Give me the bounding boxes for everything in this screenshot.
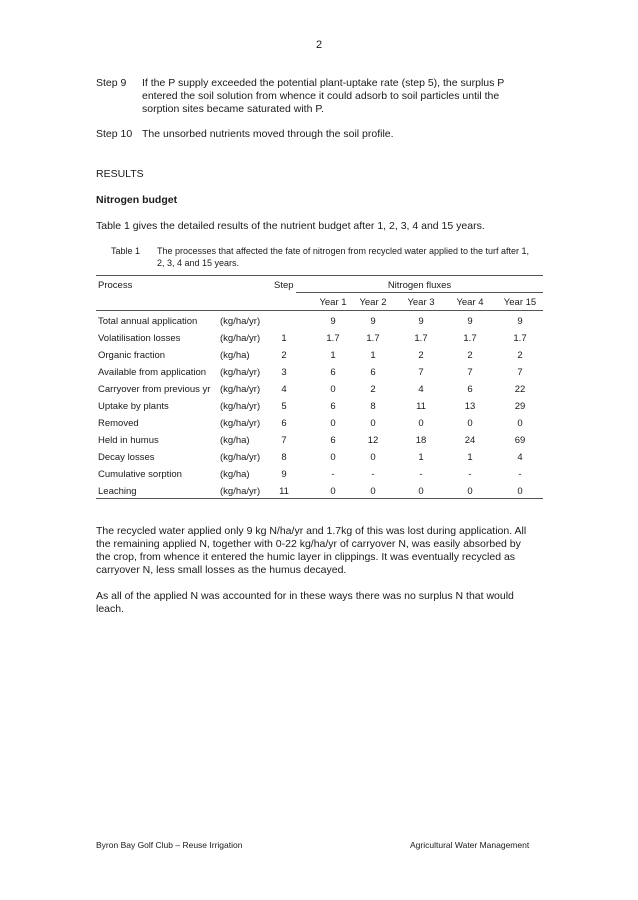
row-value: 8 [370,401,376,412]
row-value: 69 [514,435,526,446]
year-header: Year 3 [407,297,435,308]
table-caption-text: The processes that affected the fate of nitrogen from recycled water applied to the turf after 1, 2, 3, 4 and 15 years. [157,246,530,268]
row-unit: (kg/ha/yr) [220,333,261,344]
row-value: 4 [418,384,424,395]
row-value: 9 [467,316,473,327]
row-value: 1.7 [326,333,340,344]
row-step: 7 [281,435,287,446]
intro-paragraph: Table 1 gives the detailed results of the nutrient budget after 1, 2, 3, 4 and 15 years. [96,220,485,232]
year-header: Year 2 [359,297,387,308]
table-caption-label: Table 1 [111,246,141,256]
row-value: - [371,469,375,480]
row-unit: (kg/ha/yr) [220,452,261,463]
row-value: 18 [415,435,427,446]
row-value: 1 [370,350,376,361]
table-rule-header [96,310,543,311]
row-value: 2 [370,384,376,395]
row-step: 5 [281,401,287,412]
row-value: 6 [330,435,336,446]
header-fluxes: Nitrogen fluxes [387,280,452,291]
row-value: 1.7 [513,333,527,344]
row-value: 0 [517,486,523,497]
year-header: Year 4 [456,297,484,308]
year-header: Year 1 [319,297,347,308]
row-value: 7 [517,367,523,378]
row-process: Available from application [98,367,207,378]
row-step: 2 [281,350,287,361]
row-value: 0 [418,418,424,429]
row-step: 6 [281,418,287,429]
step-9-text: If the P supply exceeded the potential plant-uptake rate (step 5), the surplus P entered the soil solution from whence it could adsorb to soil particles until the sorption sites became saturated with P. [142,77,505,115]
footer-left: Byron Bay Golf Club – Reuse Irrigation [96,840,243,850]
step-9-label: Step 9 [96,77,127,89]
row-process: Cumulative sorption [98,469,182,480]
row-value: 4 [517,452,523,463]
row-unit: (kg/ha/yr) [220,316,261,327]
row-value: - [518,469,522,480]
row-value: 1 [418,452,424,463]
row-process: Decay losses [98,452,155,463]
conclusion-paragraph: As all of the applied N was accounted for in these ways there was no surplus N that would leach. [96,590,514,615]
row-step: 9 [281,469,287,480]
row-unit: (kg/ha/yr) [220,367,261,378]
year-header: Year 15 [503,297,537,308]
row-value: 9 [370,316,376,327]
row-value: 13 [464,401,476,412]
table-rule-top [96,275,543,276]
row-value: 24 [464,435,476,446]
row-step: 1 [281,333,287,344]
row-value: 0 [418,486,424,497]
row-value: 1.7 [366,333,380,344]
row-value: 6 [370,367,376,378]
table-rule-fluxes [296,292,543,293]
row-value: 0 [467,418,473,429]
table-rule-bottom [96,498,543,499]
row-process: Removed [98,418,139,429]
row-step: 11 [279,486,289,497]
row-value: 1 [467,452,473,463]
row-value: 7 [467,367,473,378]
row-value: 1 [330,350,336,361]
step-10-text: The unsorbed nutrients moved through the soil profile. [142,128,394,140]
row-unit: (kg/ha) [220,469,250,480]
row-value: 0 [370,486,376,497]
footer-right: Agricultural Water Management [410,840,530,850]
row-value: 2 [467,350,473,361]
step-10 [96,128,546,142]
row-process: Held in humus [98,435,159,446]
row-value: 6 [467,384,473,395]
row-value: 9 [418,316,424,327]
row-value: 9 [517,316,523,327]
row-value: - [468,469,472,480]
row-step: 3 [281,367,287,378]
row-unit: (kg/ha/yr) [220,384,261,395]
row-process: Uptake by plants [98,401,169,412]
row-value: 0 [370,452,376,463]
header-process: Process [98,280,133,291]
row-step: 4 [281,384,287,395]
section-heading: Nitrogen budget [96,194,178,206]
row-value: 0 [330,486,336,497]
row-value: - [331,469,335,480]
results-heading: RESULTS [96,168,144,180]
step-10-label: Step 10 [96,128,133,140]
row-value: 12 [367,435,379,446]
row-value: 2 [418,350,424,361]
row-process: Total annual application [98,316,198,327]
row-value: 7 [418,367,424,378]
row-value: 11 [416,401,426,412]
row-process: Volatilisation losses [98,333,181,344]
row-value: 0 [467,486,473,497]
row-value: 0 [330,418,336,429]
row-value: 2 [517,350,523,361]
row-process: Carryover from previous yr [98,384,211,395]
row-value: 29 [514,401,526,412]
row-value: 0 [370,418,376,429]
row-process: Organic fraction [98,350,166,361]
row-value: 0 [330,384,336,395]
header-step: Step [274,280,294,291]
row-value: - [419,469,423,480]
row-value: 9 [330,316,336,327]
row-unit: (kg/ha/yr) [220,401,261,412]
discussion-paragraph: The recycled water applied only 9 kg N/ha/yr and 1.7kg of this was lost during application. All the remaining applied N, together with 0-22 kg/ha/yr of carryover N, was easily absorbed by the crop, from whence it entered the humic layer in clippings. It was eventually recycled as carryover N, less small losses as the humus decayed. [96,525,527,576]
row-value: 6 [330,401,336,412]
row-value: 0 [330,452,336,463]
row-value: 1.7 [463,333,477,344]
row-value: 6 [330,367,336,378]
row-value: 0 [517,418,523,429]
row-value: 1.7 [414,333,428,344]
row-unit: (kg/ha/yr) [220,486,261,497]
row-unit: (kg/ha) [220,350,250,361]
page-number: 2 [315,39,323,51]
row-step: 8 [281,452,287,463]
row-value: 22 [514,384,526,395]
row-unit: (kg/ha/yr) [220,418,261,429]
step-9 [96,77,546,117]
row-unit: (kg/ha) [220,435,250,446]
row-process: Leaching [98,486,137,497]
